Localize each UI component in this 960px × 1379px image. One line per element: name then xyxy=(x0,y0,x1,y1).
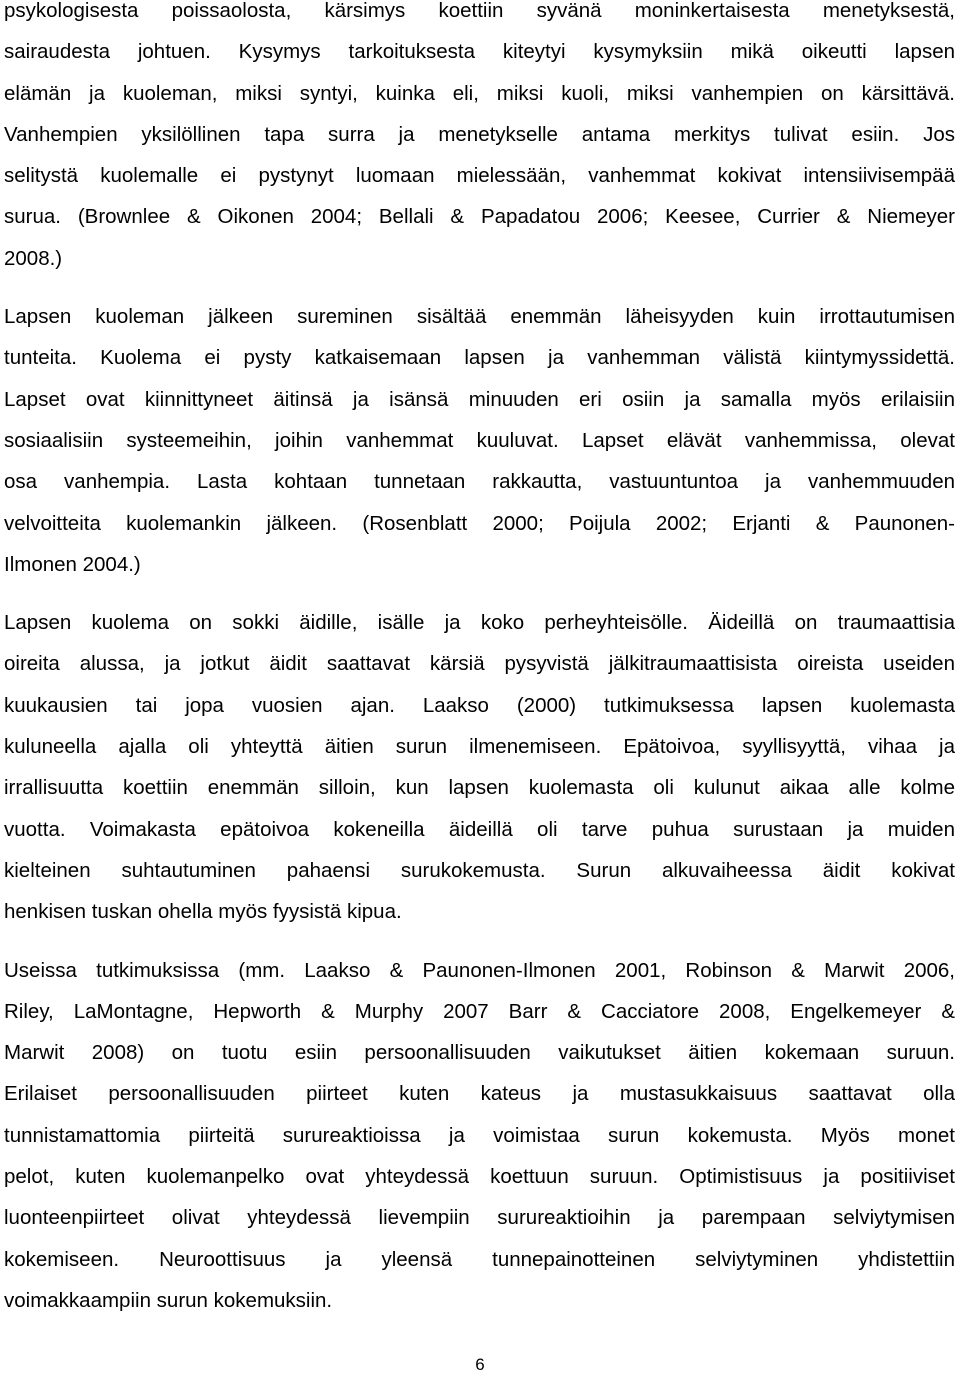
text-line: Erilaiset persoonallisuuden piirteet kuten kateus ja mustasukkaisuus saattavat olla xyxy=(4,1082,955,1106)
text-line: surua. (Brownlee & Oikonen 2004; Bellali & Papadatou 2006; Keesee, Currier & Niemeyer xyxy=(4,205,955,229)
text-line: 2008.) xyxy=(4,246,63,270)
text-line: oireita alussa, ja jotkut äidit saattavat kärsiä pysyvistä jälkitraumaattisista oireista useiden xyxy=(4,652,955,676)
text-line: sairaudesta johtuen. Kysymys tarkoituksesta kiteytyi kysymyksiin mikä oikeutti lapsen xyxy=(4,40,955,64)
text-line: psykologisesta poissaolosta, kärsimys koettiin syvänä moninkertaisesta menetyksestä, xyxy=(4,0,955,22)
text-line: kokemiseen. Neuroottisuus ja yleensä tunnepainotteinen selviytyminen yhdistettiin xyxy=(4,1247,955,1271)
text-line: luonteenpiirteet olivat yhteydessä lievempiin surureaktioihin ja parempaan selviytymisen xyxy=(4,1206,955,1230)
text-line: kuluneella ajalla oli yhteyttä äitien surun ilmenemiseen. Epätoivoa, syyllisyyttä, vihaa ja xyxy=(4,735,955,759)
text-line: Lapset ovat kiinnittyneet äitinsä ja isänsä minuuden eri osiin ja samalla myös erilaisiin xyxy=(4,387,955,411)
text-line: velvoitteita kuolemankin jälkeen. (Rosenblatt 2000; Poijula 2002; Erjanti & Paunonen- xyxy=(4,511,955,535)
text-line: Marwit 2008) on tuotu esiin persoonallisuuden vaikutukset äitien kokemaan suruun. xyxy=(4,1041,955,1065)
body-text xyxy=(4,0,955,1321)
paragraph xyxy=(4,296,955,585)
text-line: Riley, LaMontagne, Hepworth & Murphy 2007 Barr & Cacciatore 2008, Engelkemeyer & xyxy=(4,999,955,1023)
text-line: tunnistamattomia piirteitä surureaktioissa ja voimistaa surun kokemusta. Myös monet xyxy=(4,1123,955,1147)
text-line: Lapsen kuolema on sokki äidille, isälle ja koko perheyhteisölle. Äideillä on traumaattisia xyxy=(4,611,955,635)
paragraph xyxy=(4,0,955,279)
text-line: selitystä kuolemalle ei pystynyt luomaan mielessään, vanhemmat kokivat intensiivisempää xyxy=(4,164,955,188)
text-line: Useissa tutkimuksissa (mm. Laakso & Paunonen-Ilmonen 2001, Robinson & Marwit 2006, xyxy=(4,958,955,982)
text-line: Vanhempien yksilöllinen tapa surra ja menetykselle antama merkitys tulivat esiin. Jos xyxy=(4,122,955,146)
text-line: kuukausien tai jopa vuosien ajan. Laakso (2000) tutkimuksessa lapsen kuolemasta xyxy=(4,693,955,717)
text-line: pelot, kuten kuolemanpelko ovat yhteydessä koettuun suruun. Optimistisuus ja positiiviset xyxy=(4,1165,955,1189)
text-line: henkisen tuskan ohella myös fyysistä kipua. xyxy=(4,900,402,924)
page-number: 6 xyxy=(475,1355,485,1374)
text-line: elämän ja kuoleman, miksi syntyi, kuinka eli, miksi kuoli, miksi vanhempien on kärsittävä. xyxy=(4,81,955,105)
text-line: kielteinen suhtautuminen pahaensi surukokemusta. Surun alkuvaiheessa äidit kokivat xyxy=(4,858,955,882)
text-line: Lapsen kuoleman jälkeen sureminen sisältää enemmän läheisyyden kuin irrottautumisen xyxy=(4,305,955,329)
text-line: voimakkaampiin surun kokemuksiin. xyxy=(4,1288,333,1312)
text-line: tunteita. Kuolema ei pysty katkaisemaan lapsen ja vanhemman välistä kiintymyssidettä. xyxy=(4,346,955,370)
paragraph xyxy=(4,602,955,932)
text-line: osa vanhempia. Lasta kohtaan tunnetaan rakkautta, vastuuntuntoa ja vanhemmuuden xyxy=(4,470,955,494)
paragraph xyxy=(4,950,955,1322)
text-line: Ilmonen 2004.) xyxy=(4,552,141,576)
text-line: vuotta. Voimakasta epätoivoa kokeneilla äideillä oli tarve puhua surustaan ja muiden xyxy=(4,817,955,841)
text-line: irrallisuutta koettiin enemmän silloin, kun lapsen kuolemasta oli kulunut aikaa alle kolme xyxy=(4,776,955,800)
text-line: sosiaalisiin systeemeihin, joihin vanhemmat kuuluvat. Lapset elävät vanhemmissa, olevat xyxy=(4,428,955,452)
